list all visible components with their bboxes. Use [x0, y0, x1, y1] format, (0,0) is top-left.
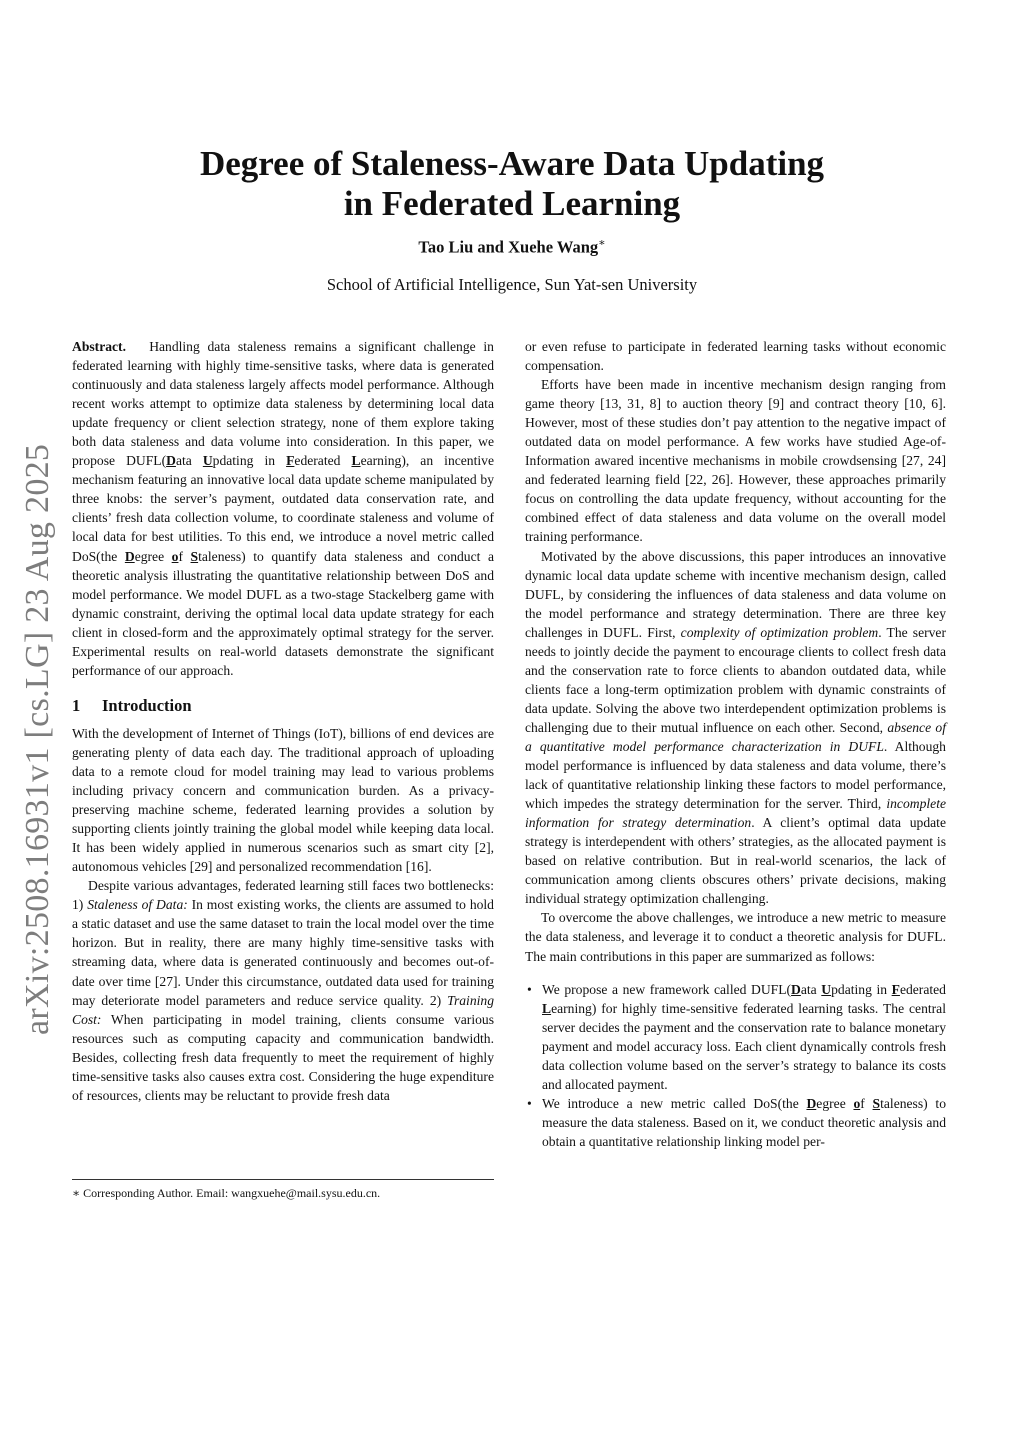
acronym-text: pdating in [831, 981, 892, 997]
acronym-text: taleness [880, 1095, 924, 1111]
paragraph-challenges [525, 547, 946, 909]
paragraph-text: Motivated by the above discussions, this paper introduces an innovative dynamic local data update scheme with incentive mechanism design, called DUFL, by considering the influences of data staleness and data volume on the model performance and strategy determination. There are three key challenges in DUFL. First, [525, 548, 946, 640]
abstract-text-c: ) to quantify data staleness and conduct a theoretic analysis illustrating the quantitative relationship between DoS and model performance. We model DUFL as a two-stage Stackelberg game with dynamic constraint, deriving the optimal local data update strategy for each client in closed-form and the approximately optimal strategy for the server. Experimental results on real-world datasets demonstrate the significant performance of our approach. [72, 548, 494, 678]
acronym-letter: U [202, 453, 213, 469]
footnote: ∗ Corresponding Author. Email: wangxuehe@mail.sysu.edu.cn. [72, 1186, 381, 1200]
acronym-text: earning [551, 1000, 592, 1016]
list-item [525, 1094, 946, 1151]
title-line-2: in Federated Learning [343, 184, 681, 223]
abstract [72, 337, 494, 680]
footnote-divider [72, 1179, 494, 1180]
paragraph-text: In most existing works, the clients are assumed to hold a static dataset and use the same dataset to train the local model over the time horizon. But in reality, there are many highly time-sensitive tasks with streaming data, where data is generated continuously and becomes out-of-date over time [27]. Under this circumstance, outdated data used for training may deteriorate model parameters and reduce service quality. 2) [72, 897, 494, 1008]
paragraph-text: . The server needs to jointly decide the payment to encourage clients to collect fresh data and the conservation rate to force clients to abandon outdated data, while clients face a long-term optimization problem with dynamic constraints of data update. Solving the above two interdependent optimization problems is challenging due to their mutual influence on each other. Second, [525, 624, 946, 735]
acronym-letter: U [821, 981, 832, 997]
paragraph-text: When participating in model training, clients consume various resources such as computing capacity and communication bandwidth. Besides, collecting fresh data frequently to meet the requirement of highly time-sensitive tasks also causes extra cost. Considering the huge expenditure of resources, clients may be reluctant to provide fresh data [72, 1011, 494, 1103]
left-column [72, 337, 494, 1105]
acronym-text: ederated [899, 981, 946, 997]
acronym-text: earning [360, 453, 402, 469]
paragraph-contributions-intro: To overcome the above challenges, we introduce a new metric to measure the data staleness, and leverage it to conduct a theoretic analysis for DUFL. The main contributions in this paper are summarized as follows: [525, 910, 946, 964]
section-number: 1 [72, 695, 81, 715]
right-column [525, 337, 946, 1151]
bullet-icon: • [527, 981, 532, 997]
acronym-letter: L [351, 453, 361, 469]
authors [0, 236, 1024, 258]
emphasis-challenge-2: absence of a quantitative model performance characterization in DUFL [525, 719, 946, 754]
section-heading-introduction [72, 696, 494, 715]
acronym-letter: F [891, 981, 900, 997]
acronym-letter: S [872, 1095, 881, 1111]
paper-title [0, 144, 1024, 224]
author-names: Tao Liu and Xuehe Wang [418, 237, 599, 257]
acronym-letter: D [166, 453, 176, 469]
abstract-label: Abstract. [72, 339, 126, 354]
affiliation: School of Artificial Intelligence, Sun Yat-sen University [326, 275, 698, 294]
acronym-text: ata [800, 981, 822, 997]
acronym-letter: L [542, 1000, 552, 1016]
bullet-icon: • [527, 1095, 532, 1111]
list-text: We introduce a new metric called DoS(the [542, 1095, 807, 1111]
acronym-text: f [178, 548, 191, 564]
acronym-text: taleness [198, 548, 242, 564]
title-line-1: Degree of Staleness-Aware Data Updating [199, 144, 825, 183]
acronym-text: egree [816, 1095, 854, 1111]
acronym-text: ederated [294, 453, 352, 469]
abstract-text-a: Handling data staleness remains a significant challenge in federated learning with highly time-sensitive tasks, where data is generated continuously and data staleness largely affects model performance. Although recent works attempt to optimize data staleness by determining local data update frequency or client selection strategy, none of them explore taking both data staleness and data volume into consideration. In this paper, we propose DUFL( [72, 339, 494, 469]
acronym-letter: D [791, 981, 801, 997]
intro-paragraph-1: With the development of Internet of Things (IoT), billions of end devices are generating plenty of data each day. The traditional approach of uploading data to a remote cloud for model training may lead to various problems including privacy concern and communication burden. As a privacy-preserving machine scheme, federated learning provides a solution by supporting clients jointly training the global model while keeping data local. It has been widely applied in numerous scenarios such as smart city [2], autonomous vehicles [29] and personalized recommendation [16]. [72, 725, 494, 875]
arxiv-watermark: arXiv:2508.16931v1 [cs.LG] 23 Aug 2025 [19, 443, 56, 1035]
paragraph-related-work: Efforts have been made in incentive mechanism design ranging from game theory [13, 31, 8] to auction theory [9] and contract theory [10, 6]. However, most of these studies don’t pay attention to the negative impact of outdated data on model performance. A few works have studied Age-of-Information awared incentive mechanisms in mobile crowdsensing [27, 24] and federated learning field [22, 26]. However, these approaches primarily focus on controlling the data update frequency, without accounting for the combined effect of data staleness and data volume on the overall model training performance. [525, 377, 946, 545]
acronym-letter: D [806, 1095, 817, 1111]
emphasis-challenge-1: complexity of optimization problem [680, 624, 879, 640]
acronym-text: pdating in [212, 453, 287, 469]
acronym-letter: o [853, 1095, 861, 1111]
section-title: Introduction [102, 695, 192, 715]
paragraph-text: . A client’s optimal data update strategy is interdependent with others’ strategies, as the allocated payment is based on relative contribution. But in real-world scenarios, the lack of communication among clients obscures others’ private decisions, making individual strategy optimization challenging. [525, 815, 946, 907]
intro-paragraph-2 [72, 876, 494, 1105]
acronym-letter: S [190, 548, 199, 564]
emphasis-challenge-3: incomplete information for strategy determination [525, 796, 946, 831]
acronym-letter: F [286, 453, 295, 469]
list-text: ) for highly time-sensitive federated learning tasks. The central server decides the payment and the conservation rate to balance monetary payment and model accuracy loss. Each client dynamically controls fresh data collection volume based on the server’s strategy to balance its costs and allocated payment. [542, 1000, 946, 1092]
list-item [525, 980, 946, 1094]
paragraph-continuation: or even refuse to participate in federated learning tasks without economic compensation. [525, 339, 946, 374]
acronym-letter: D [124, 548, 135, 564]
emphasis-training-cost: Training Cost: [72, 992, 494, 1027]
contributions-list [525, 980, 946, 1151]
list-text: We propose a new framework called DUFL( [542, 981, 792, 997]
abstract-text-b: ), an incentive mechanism featuring an innovative local data update scheme manipulated by three knobs: the server’s payment, outdated data conservation rate, and clients’ fresh data collection volume, to coordinate staleness and volume of local data for best utilities. To this end, we introduce a novel metric called DoS(the [72, 453, 494, 564]
acronym-text: ata [175, 453, 203, 469]
paragraph-text: . Although model performance is influenced by data staleness and data volume, there’s lack of quantitative relationship linking these factors to model performance, which impedes the strategy determination for the server. Third, [525, 738, 946, 812]
acronym-text: egree [134, 548, 172, 564]
emphasis-staleness: Staleness of Data: [87, 897, 188, 913]
acronym-text: f [860, 1095, 873, 1111]
list-text: ) to measure the data staleness. Based on it, we conduct theoretic analysis and obtain a quantitative relationship linking model per- [542, 1095, 946, 1149]
corresponding-author-mark: ∗ [598, 237, 606, 249]
acronym-letter: o [171, 548, 179, 564]
paragraph-text: Despite various advantages, federated learning still faces two bottlenecks: 1) [72, 878, 494, 913]
